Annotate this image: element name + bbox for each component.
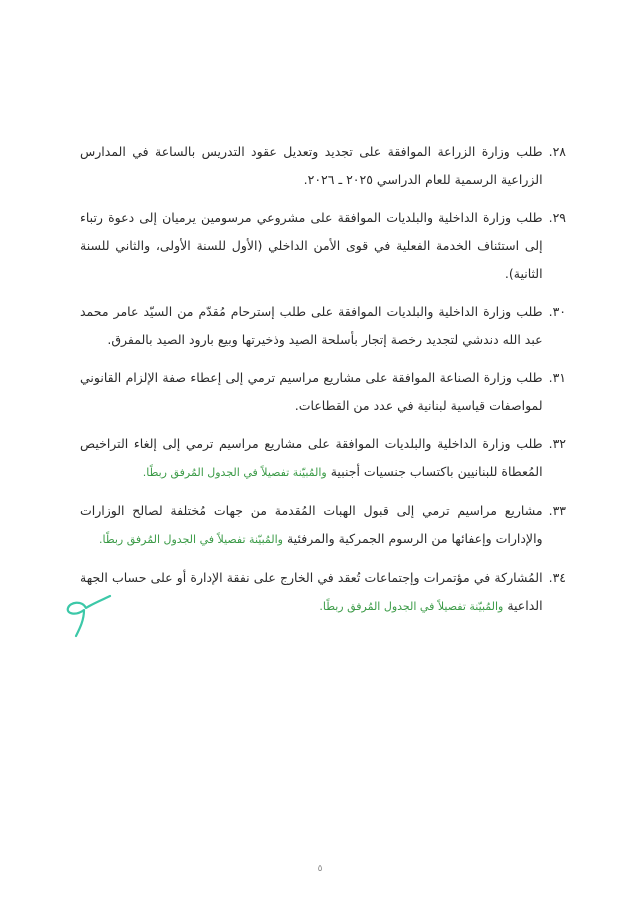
- agenda-item: [80, 497, 566, 554]
- item-note: والمُبيّنة تفصيلاً في الجدول المُرفق ربطًا.: [319, 600, 504, 613]
- item-number: ٣٣.: [548, 503, 566, 518]
- agenda-item: [80, 430, 566, 487]
- item-text-body: مشاريع مراسيم ترمي إلى قبول الهبات المُقدمة من جهات مُختلفة لصالح الوزارات والإدارات وإعفائها من الرسوم الجمركية والمرفئية: [80, 503, 543, 546]
- agenda-item: [80, 138, 566, 194]
- item-text: [80, 138, 543, 194]
- item-text: [80, 204, 543, 288]
- item-note: والمُبيّنة تفصيلاً في الجدول المُرفق ربطًا.: [142, 466, 327, 479]
- agenda-item: [80, 564, 566, 621]
- item-text-body: طلب وزارة الداخلية والبلديات الموافقة على طلب إسترحام مُقدّم من السيّد عامر محمد عبد الله دندشي لتجديد رخصة إتجار بأسلحة الصيد وذخيرتها وبيع بارود الصيد بالمفرق.: [80, 304, 543, 347]
- item-text: [80, 298, 543, 354]
- item-text-body: المُشاركة في مؤتمرات وإجتماعات تُعقد في الخارج على نفقة الإدارة أو على حساب الجهة الداعية: [80, 570, 543, 613]
- item-text: [80, 430, 543, 487]
- item-text: [80, 564, 543, 621]
- item-number: ٢٨.: [548, 144, 566, 159]
- agenda-item: [80, 298, 566, 354]
- page-number: ٥: [317, 864, 323, 874]
- item-text-body: طلب وزارة الداخلية والبلديات الموافقة على مشروعي مرسومين يرميان إلى دعوة رتباء إلى استئناف الخدمة الفعلية في قوى الأمن الداخلي (الأول للسنة الأولى، والثاني للسنة الثانية).: [80, 210, 543, 281]
- item-number: ٣١.: [548, 370, 566, 385]
- item-text-body: طلب وزارة الداخلية والبلديات الموافقة على مشاريع مراسيم ترمي إلى إلغاء التراخيص المُعطاة للبنانيين باكتساب جنسيات أجنبية: [80, 436, 543, 479]
- item-number: ٢٩.: [548, 210, 566, 225]
- item-text-body: طلب وزارة الزراعة الموافقة على تجديد وتعديل عقود التدريس بالساعة في المدارس الزراعية الرسمية للعام الدراسي ٢٠٢٥ ـ ٢٠٢٦.: [80, 144, 543, 187]
- item-text: [80, 364, 543, 420]
- agenda-item: [80, 364, 566, 420]
- item-text-body: طلب وزارة الصناعة الموافقة على مشاريع مراسيم ترمي إلى إعطاء صفة الإلزام القانوني لمواصفات قياسية لبنانية في عدد من القطاعات.: [80, 370, 543, 413]
- item-text: [80, 497, 543, 554]
- agenda-items: [80, 138, 566, 631]
- item-number: ٣٢.: [548, 436, 566, 451]
- signature: [62, 590, 122, 640]
- item-number: ٣٤.: [548, 570, 566, 585]
- agenda-item: [80, 204, 566, 288]
- item-note: والمُبيّنة تفصيلاً في الجدول المُرفق ربطًا.: [99, 533, 283, 546]
- item-number: ٣٠.: [548, 304, 566, 319]
